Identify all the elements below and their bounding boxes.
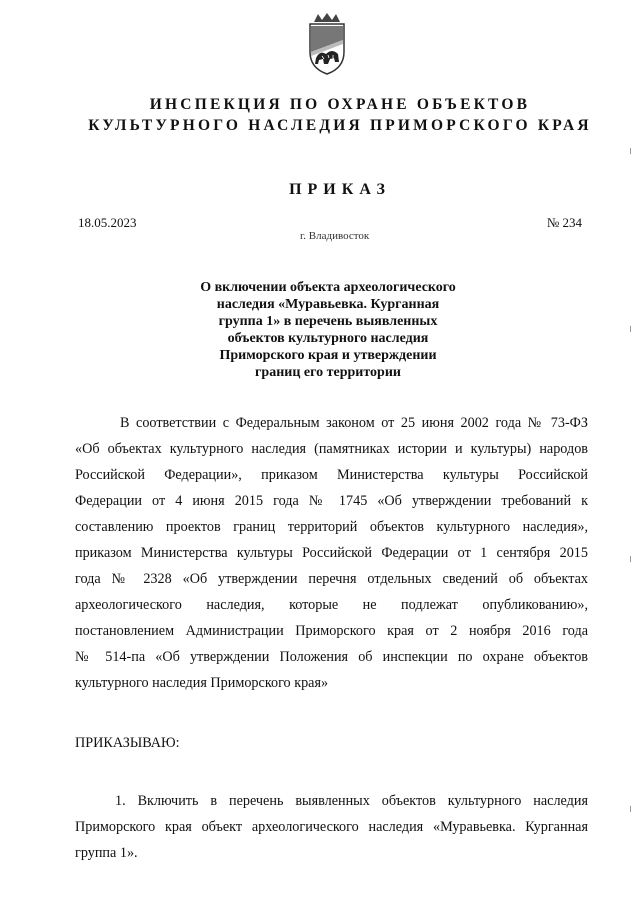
body-line: «Об объектах культурного наследия (памятниках истории и культуры) народов <box>75 441 588 457</box>
body-line: Федерации от 4 июня 2015 года № 1745 «Об утверждении требований к <box>75 493 588 509</box>
body-line: культурного наследия Приморского края» <box>75 675 329 691</box>
body-line: составлению проектов границ территорий объектов культурного наследия», <box>75 519 588 535</box>
body-line: группа 1». <box>75 845 138 861</box>
body-line: № 514-па «Об утверждении Положения об инспекции по охране объектов <box>75 649 588 665</box>
title-line: Приморского края и утверждении <box>219 348 437 363</box>
document-date: 18.05.2023 <box>78 215 137 230</box>
scan-mark <box>630 148 631 154</box>
scan-mark <box>630 556 631 562</box>
body-line: В соответствии с Федеральным законом от 25 июня 2002 года № 73-ФЗ <box>120 415 588 431</box>
document-city: г. Владивосток <box>300 230 370 242</box>
coat-of-arms-icon <box>302 12 352 76</box>
document-number: № 234 <box>546 215 582 230</box>
body-line: Приморского края объект археологического наследия «Муравьевка. Курганная <box>75 819 588 835</box>
document-type: ПРИКАЗ <box>289 181 391 198</box>
scan-mark <box>630 806 631 812</box>
title-line: границ его территории <box>255 365 401 380</box>
body-line: года № 2328 «Об утверждении перечня отдельных сведений об объектах <box>75 571 588 587</box>
title-line: группа 1» в перечень выявленных <box>218 314 438 329</box>
body-line: 1. Включить в перечень выявленных объектов культурного наследия <box>115 793 588 809</box>
body-line: постановлением Администрации Приморского края от 2 ноября 2016 года <box>75 623 588 639</box>
order-word: ПРИКАЗЫВАЮ: <box>75 735 180 751</box>
scan-mark <box>630 326 631 332</box>
title-line: наследия «Муравьевка. Курганная <box>216 297 440 312</box>
body-line: Российской Федерации», приказом Министерства культуры Российской <box>75 467 588 483</box>
title-line: объектов культурного наследия <box>227 331 429 346</box>
body-line: археологического наследия, которые не подлежат опубликованию», <box>75 597 588 613</box>
body-line: приказом Министерства культуры Российской Федерации от 1 сентября 2015 <box>75 545 588 561</box>
organization-name-line1: ИНСПЕКЦИЯ ПО ОХРАНЕ ОБЪЕКТОВ <box>149 96 531 113</box>
organization-name-line2: КУЛЬТУРНОГО НАСЛЕДИЯ ПРИМОРСКОГО КРАЯ <box>88 117 592 134</box>
document-title <box>183 279 473 381</box>
title-line: О включении объекта археологического <box>200 280 456 295</box>
